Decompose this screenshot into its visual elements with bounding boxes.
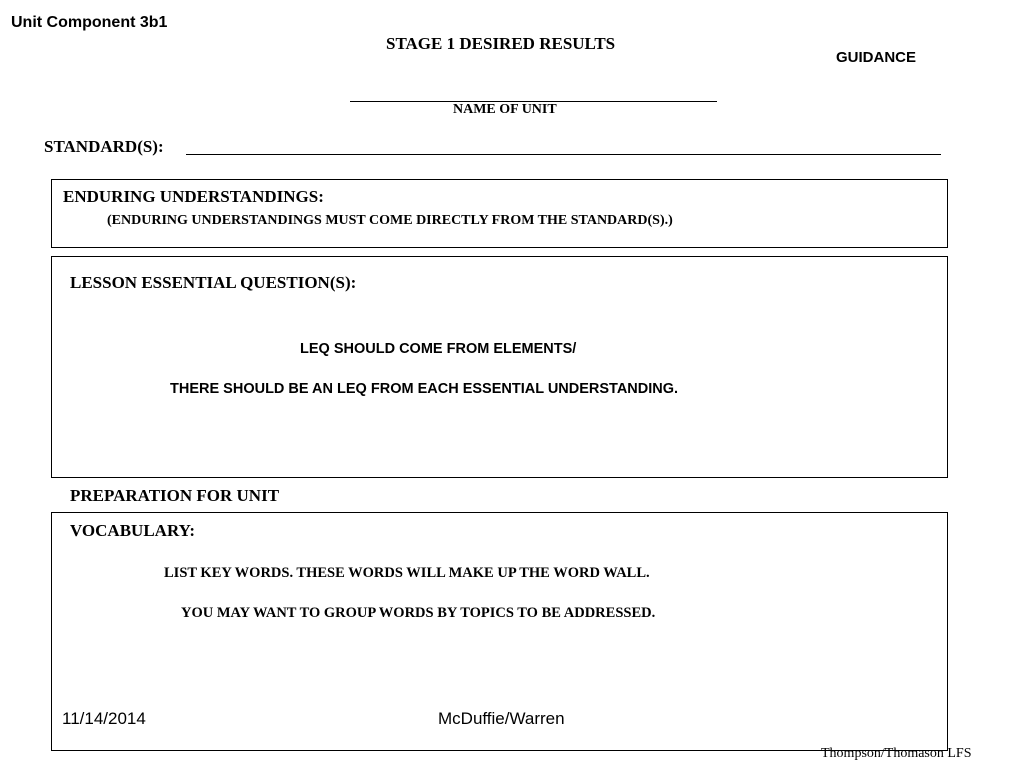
stage-title: STAGE 1 DESIRED RESULTS [386, 34, 616, 53]
component-label: Unit Component 3b1 [11, 14, 168, 31]
vocabulary-heading: VOCABULARY: [70, 521, 196, 540]
leq-guidance-line-2: THERE SHOULD BE AN LEQ FROM EACH ESSENTIAL UNDERSTANDING. [170, 381, 679, 397]
vocabulary-guidance-line-2: YOU MAY WANT TO GROUP WORDS BY TOPICS TO BE ADDRESSED. [181, 605, 656, 621]
leq-heading: LESSON ESSENTIAL QUESTION(S): [70, 273, 357, 292]
standards-line [186, 154, 941, 155]
footer-credit: Thompson/Thomason LFS [821, 746, 972, 761]
enduring-note: (ENDURING UNDERSTANDINGS MUST COME DIRECTLY FROM THE STANDARD(S).) [107, 213, 673, 228]
vocabulary-box [51, 512, 948, 751]
enduring-heading: ENDURING UNDERSTANDINGS: [63, 187, 324, 206]
footer-date: 11/14/2014 [62, 709, 146, 728]
vocabulary-guidance-line-1: LIST KEY WORDS. THESE WORDS WILL MAKE UP THE WORD WALL. [164, 565, 650, 581]
leq-guidance-line-1: LEQ SHOULD COME FROM ELEMENTS/ [300, 341, 577, 357]
preparation-heading: PREPARATION FOR UNIT [70, 486, 280, 505]
guidance-label: GUIDANCE [836, 49, 917, 66]
leq-box [51, 256, 948, 478]
unit-name-label: NAME OF UNIT [453, 102, 557, 117]
footer-authors: McDuffie/Warren [438, 709, 565, 728]
enduring-understandings-box [51, 179, 948, 248]
standards-label: STANDARD(S): [44, 137, 164, 156]
